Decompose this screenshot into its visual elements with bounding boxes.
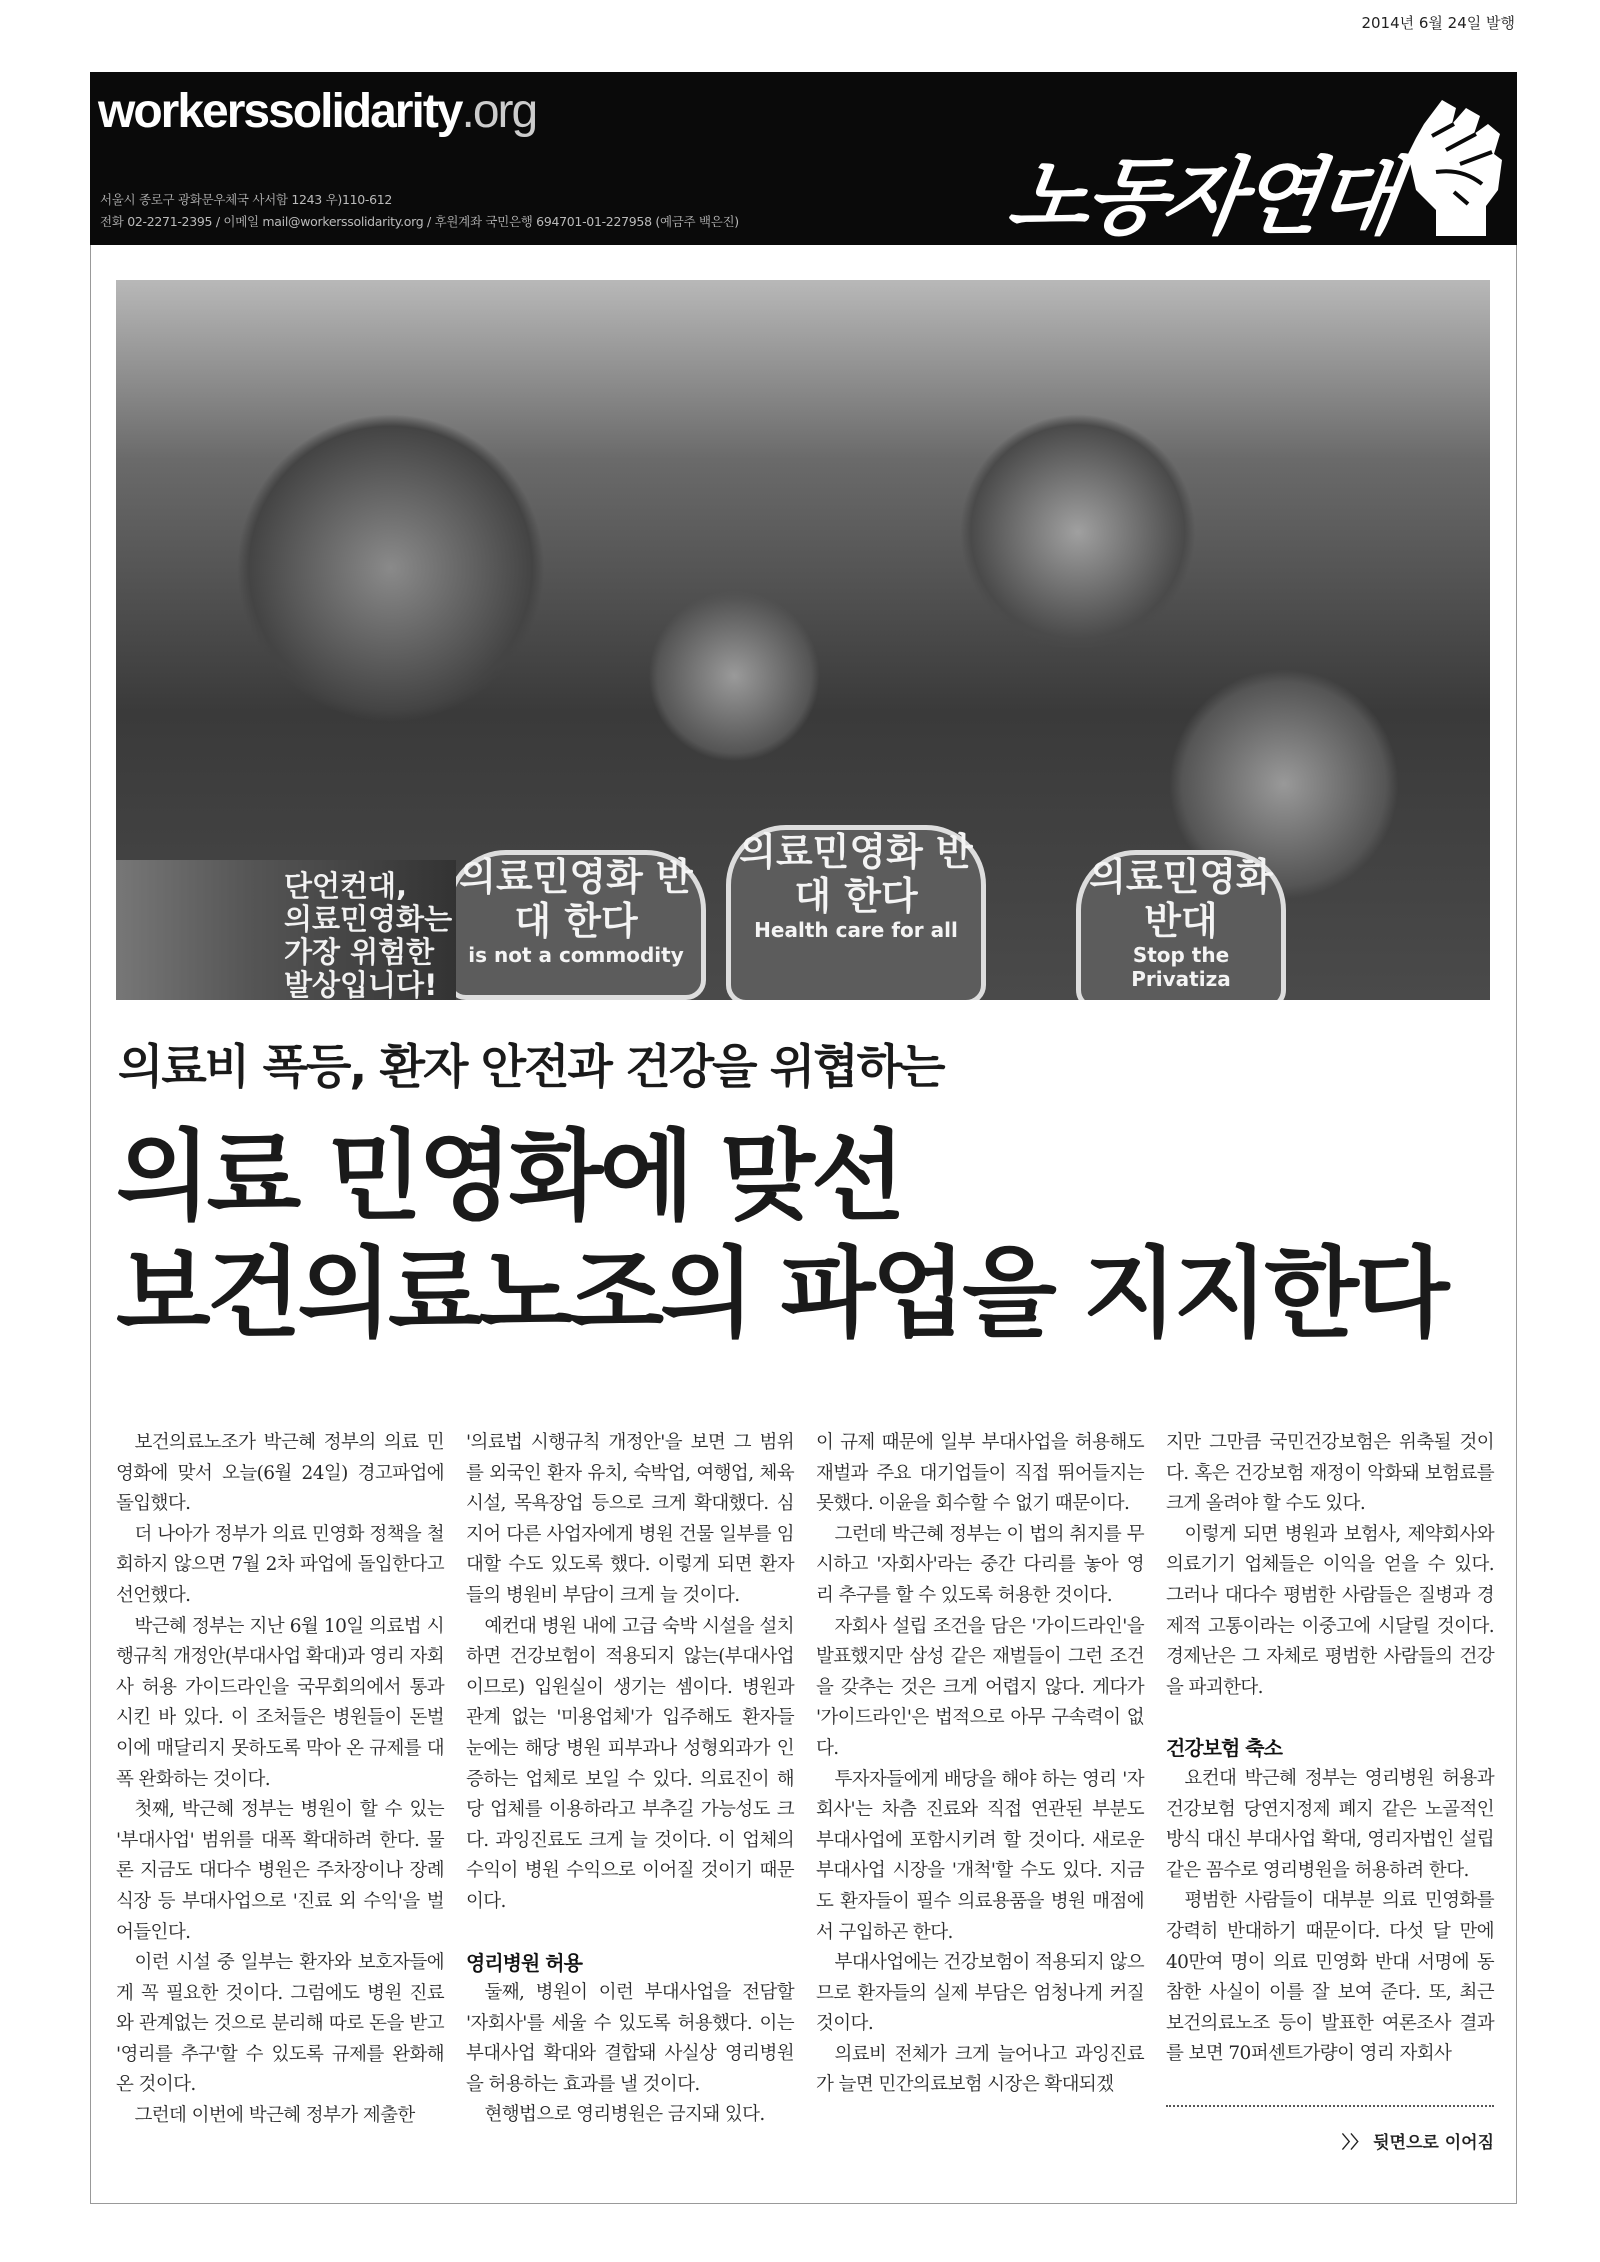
contact-info: 전화 02-2271-2395 / 이메일 mail@workerssolidarity.org / 후원계좌 국민은행 694701-01-227958 (예금주 백은진)	[100, 214, 739, 229]
paragraph: 지만 그만큼 국민건강보험은 위축될 것이다. 혹은 건강보험 재정이 악화돼 보험료를 크게 올려야 할 수도 있다.	[1166, 1432, 1494, 1515]
paragraph: 그런데 박근혜 정부는 이 법의 취지를 무시하고 '자회사'라는 중간 다리를 놓아 영리 추구를 할 수 있도록 허용한 것이다.	[816, 1523, 1144, 1606]
issue-date: 2014년 6월 24일 발행	[1361, 14, 1515, 32]
postal-address: 서울시 종로구 광화문우체국 사서함 1243 우)110-612	[100, 192, 393, 207]
paragraph: 현행법으로 영리병원은 금지돼 있다.	[484, 2104, 765, 2126]
paragraph: 예컨대 병원 내에 고급 숙박 시설을 설치하면 건강보험이 적용되지 않는(부대사업이므로) 입원실이 생기는 셈이다. 병원과 관계 없는 '미용업체'가 입주해도 환자들 눈에는 해당 병원 피부과나 성형외과가 인증하는 업체로 보일 수 있다. 의료진이 해당 업체를 이용하라고 부추길 가능성도 크다. 과잉진료도 크게 늘 것이다. 이 업체의 수익이 병원 수익으로 이어질 것이기 때문이다.	[466, 1615, 794, 1912]
caption-line: 가장 위험한	[284, 935, 435, 969]
paragraph: 부대사업에는 건강보험이 적용되지 않으므로 환자들의 실제 부담은 엄청나게 커질 것이다.	[816, 1952, 1144, 2035]
site-url-main: workerssolidarity	[98, 85, 462, 138]
paragraph: 이 규제 때문에 일부 부대사업을 허용해도 재벌과 주요 대기업들이 직접 뛰어들지는 못했다. 이윤을 회수할 수 없기 때문이다.	[816, 1432, 1144, 1515]
paragraph: 자회사 설립 조건을 담은 '가이드라인'을 발표했지만 삼성 같은 재벌들이 그런 조건을 갖추는 것은 크게 어렵지 않다. 게다가 '가이드라인'은 법적으로 아무 구속력이 없다.	[816, 1615, 1144, 1759]
paragraph: 그런데 이번에 박근혜 정부가 제출한	[134, 2105, 415, 2127]
column-3	[816, 1428, 1144, 2101]
masthead	[90, 72, 1517, 245]
paragraph: 보건의료노조가 박근혜 정부의 의료 민영화에 맞서 오늘(6월 24일) 경고파업에 돌입했다.	[116, 1432, 444, 1515]
logo-text: 노동자연대	[1002, 148, 1402, 246]
paragraph: 평범한 사람들이 대부분 의료 민영화를 강력히 반대하기 때문이다. 다섯 달 만에 40만여 명이 의료 민영화 반대 서명에 동참한 사실이 이를 잘 보여 준다. 또, 최근 보건의료노조 등이 발표한 여론조사 결과를 보면 70퍼센트가량이 영리 자회사	[1166, 1890, 1494, 2065]
paragraph: 투자자들에게 배당을 해야 하는 영리 '자회사'는 차츰 진료와 직접 연관된 부분도 부대사업에 포함시키려 할 것이다. 새로운 부대사업 시장을 '개척'할 수도 있다. 지금도 환자들이 필수 의료용품을 병원 매점에서 구입하곤 한다.	[816, 1768, 1144, 1943]
paragraph: 요컨대 박근혜 정부는 영리병원 허용과 건강보험 당연지정제 폐지 같은 노골적인 방식 대신 부대사업 확대, 영리자법인 설립 같은 꼼수로 영리병원을 허용하려 한다.	[1166, 1767, 1494, 1881]
paragraph: 더 나아가 정부가 의료 민영화 정책을 철회하지 않으면 7월 2차 파업에 돌입한다고 선언했다.	[116, 1523, 444, 1606]
paragraph: 박근혜 정부는 지난 6월 10일 의료법 시행규칙 개정안(부대사업 확대)과 영리 자회사 허용 가이드라인을 국무회의에서 통과시킨 바 있다. 이 조처들은 병원들이 돈벌이에 매달리지 못하도록 막아 온 규제를 대폭 완화하는 것이다.	[116, 1615, 444, 1790]
site-url-tld: .org	[461, 85, 537, 138]
column-2	[466, 1428, 794, 2131]
sign-title: 의료민영화 반대 한다	[739, 830, 973, 918]
caption-line: 발상입니다!	[284, 968, 438, 1000]
hero-photo	[116, 280, 1490, 1000]
site-url[interactable]	[98, 84, 536, 139]
column-1	[116, 1428, 444, 2132]
sign-subtitle: is not a commodity	[468, 943, 684, 967]
paragraph: '의료법 시행규칙 개정안'을 보면 그 범위를 외국인 환자 유치, 숙박업, 여행업, 체육시설, 목욕장업 등으로 크게 확대했다. 심지어 다른 사업자에게 병원 건물 일부를 임대할 수도 있도록 했다. 이렇게 되면 환자들의 병원비 부담이 크게 늘 것이다.	[466, 1432, 794, 1606]
sign-title: 의료민영화 반대	[1089, 855, 1273, 943]
photo-caption	[284, 870, 452, 1000]
sign-title: 의료민영화 반대 한다	[459, 855, 693, 943]
protest-sign	[1076, 850, 1286, 1000]
sign-subtitle: Stop the Privatiza	[1131, 943, 1231, 991]
headline-kicker: 의료비 폭등, 환자 안전과 건강을 위협하는	[118, 1040, 944, 1095]
paragraph: 둘째, 병원이 이런 부대사업을 전담할 '자회사'를 세울 수 있도록 허용했다. 이는 부대사업 확대와 결합돼 사실상 영리병원을 허용하는 효과를 낼 것이다.	[466, 1982, 794, 2095]
headline-line-2: 보건의료노조의 파업을 지지한다	[116, 1237, 1446, 1351]
headline-line-1: 의료 민영화에 맞선	[116, 1120, 902, 1234]
caption-line: 의료민영화는	[284, 902, 453, 936]
section-heading: 영리병원 허용	[466, 1950, 582, 1975]
section-heading: 건강보험 축소	[1166, 1736, 1282, 1761]
sign-subtitle: Health care for all	[754, 918, 958, 942]
column-4	[1166, 1428, 1494, 2070]
protest-sign	[446, 850, 706, 1000]
paragraph: 이런 시설 중 일부는 환자와 보호자들에게 꼭 필요한 것이다. 그럼에도 병원 진료와 관계없는 것으로 분리해 따로 돈을 받고 '영리를 추구'할 수 있도록 규제를 완화해 온 것이다.	[116, 1952, 444, 2096]
continued-link[interactable]: 〉〉 뒷면으로 이어짐	[1341, 2133, 1494, 2153]
divider	[1166, 2105, 1494, 2107]
protest-sign	[726, 825, 986, 1000]
paragraph: 첫째, 박근혜 정부는 병원이 할 수 있는 '부대사업' 범위를 대폭 확대하려 한다. 물론 지금도 대다수 병원은 주차장이나 장례식장 등 부대사업으로 '진료 외 수익'을 벌어들인다.	[116, 1799, 444, 1943]
paragraph: 의료비 전체가 크게 늘어나고 과잉진료가 늘면 민간의료보험 시장은 확대되겠	[816, 2043, 1144, 2096]
paragraph: 이렇게 되면 병원과 보험사, 제약회사와 의료기기 업체들은 이익을 얻을 수 있다. 그러나 대다수 평범한 사람들은 질병과 경제적 고통이라는 이중고에 시달릴 것이다. 경제난은 그 자체로 평범한 사람들의 건강을 파괴한다.	[1166, 1523, 1494, 1698]
caption-line: 단언컨대,	[284, 869, 408, 903]
raised-fist-icon	[1402, 94, 1506, 240]
